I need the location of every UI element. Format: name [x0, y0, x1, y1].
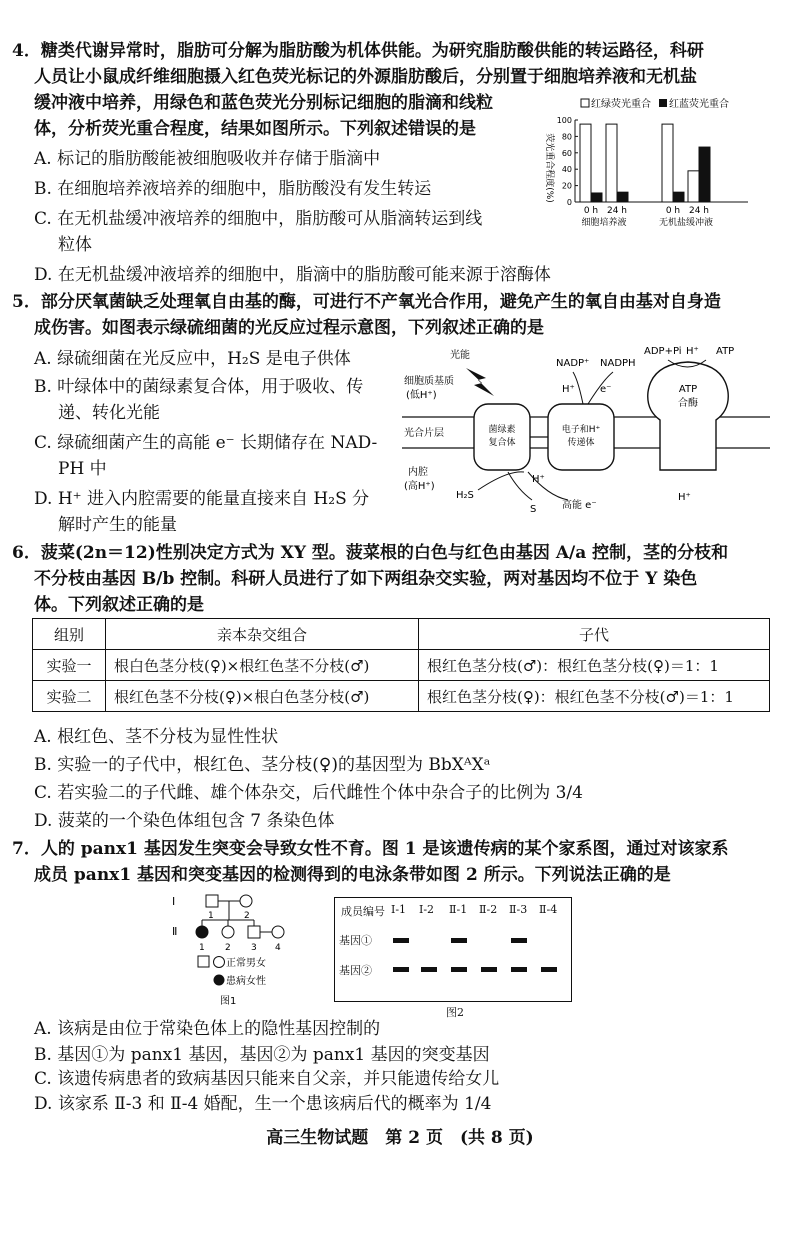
- q5-option-b-cont: 递、转化光能: [58, 403, 160, 423]
- q7-gel-figure: [334, 897, 572, 1002]
- q4-line-2: 人员让小鼠成纤维细胞摄入红色荧光标记的外源脂肪酸后，分别置于细胞培养液和无机盐: [34, 67, 697, 87]
- bar-red-green: [580, 124, 591, 202]
- individual-II-4: [272, 926, 284, 938]
- gel-header: 成员编号: [341, 905, 385, 918]
- label-lumen-high: (高H⁺): [404, 481, 435, 492]
- individual-II-1: [196, 926, 208, 938]
- chart-y-tick-label: 0: [566, 198, 572, 207]
- table-cell: 根红色茎分枝(♀)：根红色茎不分枝(♂)＝1：1: [419, 681, 770, 712]
- chart-y-tick-label: 60: [561, 148, 572, 158]
- q7-line-2: 成员 panx1 基因和突变基因的检测得到的电泳条带如图 2 所示。下列说法正确的是: [34, 865, 671, 885]
- label-nadph: NADPH: [600, 358, 636, 369]
- chart-group-label: 无机盐缓冲液: [658, 218, 714, 228]
- complex1-label-a: 菌绿素: [488, 425, 516, 435]
- table-header-row: [33, 619, 770, 650]
- table-cell: 实验二: [33, 681, 106, 712]
- individual-I-1: [206, 895, 218, 907]
- complex1-label-b: 复合体: [488, 438, 516, 448]
- label-h2s: H₂S: [456, 490, 474, 501]
- q5-option-d: D. H⁺ 进入内腔需要的能量直接来自 H₂S 分: [34, 489, 370, 509]
- q7-option-c: C. 该遗传病患者的致病基因只能来自父亲，并只能遗传给女儿: [34, 1069, 500, 1089]
- chart-y-axis-label: 荧光重合程度(%): [544, 133, 554, 203]
- gene1-band: [511, 938, 527, 943]
- q4-option-c: C. 在无机盐缓冲液培养的细胞中，脂肪酸可从脂滴转运到线: [34, 209, 483, 229]
- complex2-label-b: 传递体: [567, 438, 595, 448]
- chart-x-tick-label: 0 h: [665, 206, 681, 216]
- q7-option-d: D. 该家系 Ⅱ-3 和 Ⅱ-4 婚配，生一个患该病后代的概率为 1/4: [34, 1094, 492, 1114]
- q7-pedigree-figure: [168, 890, 298, 1010]
- label-lumen: 内腔: [408, 467, 428, 478]
- table-cell: 根红色茎分枝(♂)：根红色茎分枝(♀)＝1：1: [419, 650, 770, 681]
- label-high-energy-e: 高能 e⁻: [562, 500, 597, 511]
- label-hplus-synthase: H⁺: [678, 492, 691, 503]
- svg-text:4: 4: [275, 943, 281, 953]
- bar-red-blue: [673, 192, 684, 202]
- chart-x-tick-label: 24 h: [606, 206, 628, 216]
- legend-label-red-blue: 红蓝荧光重合: [669, 99, 729, 110]
- table-cell: 根红色茎不分枝(♀)×根白色茎分枝(♂): [106, 681, 419, 712]
- generation-2-label: Ⅱ: [172, 925, 178, 938]
- q7-option-a: A. 该病是由位于常染色体上的隐性基因控制的: [34, 1019, 381, 1039]
- generation-1-label: Ⅰ: [172, 895, 176, 908]
- q5-option-b: B. 叶绿体中的菌绿素复合体，用于吸收、传: [34, 377, 364, 397]
- label-atp: ATP: [716, 346, 735, 357]
- gel-member-label: Ⅱ-2: [479, 903, 498, 916]
- gene2-label: 基因②: [339, 964, 372, 977]
- gene2-band: [511, 967, 527, 972]
- svg-text:2: 2: [244, 911, 250, 921]
- gel-member-label: Ⅱ-4: [539, 903, 558, 916]
- q7-line-1: 7．人的 panx1 基因发生突变会导致女性不育。图 1 是该遗传病的某个家系图，通过对该家系: [12, 839, 729, 859]
- gel-member-label: Ⅰ-2: [419, 903, 435, 916]
- legend-label-red-green: 红绿荧光重合: [591, 99, 651, 110]
- gene2-band: [541, 967, 557, 972]
- q4-option-b: B. 在细胞培养液培养的细胞中，脂肪酸没有发生转运: [34, 179, 432, 199]
- chart-y-tick-label: 40: [561, 165, 572, 175]
- complex2-label-a: 电子和H⁺: [561, 425, 601, 435]
- label-e-top: e⁻: [600, 384, 612, 395]
- q5-option-c: C. 绿硫细菌产生的高能 e⁻ 长期储存在 NAD-: [34, 433, 378, 453]
- label-nadp: NADP⁺: [556, 358, 590, 369]
- bar-red-green: [606, 124, 617, 202]
- legend-affected: 患病女性: [226, 976, 266, 987]
- svg-text:1: 1: [199, 943, 205, 953]
- gel-member-label: Ⅰ-1: [391, 903, 407, 916]
- gene2-band: [393, 967, 409, 972]
- q7-option-b: B. 基因①为 panx1 基因，基因②为 panx1 基因的突变基因: [34, 1045, 490, 1065]
- table-header: 子代: [419, 619, 770, 650]
- chart-y-tick-label: 20: [561, 181, 572, 191]
- legend-swatch-red-blue: [659, 99, 667, 107]
- individual-II-3: [248, 926, 260, 938]
- q4-line-3: 缓冲液中培养，用绿色和蓝色荧光分别标记细胞的脂滴和线粒: [34, 93, 493, 113]
- chart-y-tick-label: 100: [556, 116, 572, 125]
- gene1-band: [451, 938, 467, 943]
- q6-option-b: B. 实验一的子代中，根红色、茎分枝(♀)的基因型为 BbXᴬXᵃ: [34, 755, 491, 775]
- q6-line-1: 6．菠菜(2n＝12)性别决定方式为 XY 型。菠菜根的白色与红色由基因 A/a 控制，茎的分枝和: [12, 543, 729, 563]
- table-header: 组别: [33, 619, 106, 650]
- q6-option-c: C. 若实验二的子代雌、雄个体杂交，后代雌性个体中杂合子的比例为 3/4: [34, 783, 583, 803]
- legend-normal: 正常男女: [226, 958, 266, 969]
- bar-red-blue: [591, 193, 602, 202]
- individual-II-2: [222, 926, 234, 938]
- chlorosome-complex: [474, 404, 530, 470]
- label-stroma-low: (低H⁺): [406, 390, 437, 401]
- q6-cross-table: [32, 618, 770, 712]
- gene2-band: [451, 967, 467, 972]
- bar-red-blue: [699, 147, 710, 202]
- bar-red-green: [688, 171, 699, 202]
- q6-line-3: 体。下列叙述正确的是: [34, 595, 204, 615]
- individual-I-2: [240, 895, 252, 907]
- label-layer: 光合片层: [404, 428, 444, 439]
- label-adp: ADP+Pi: [644, 346, 682, 357]
- svg-text:3: 3: [251, 943, 257, 953]
- bar-red-blue: [617, 192, 628, 202]
- table-row: [33, 681, 770, 712]
- chart-x-tick-label: 0 h: [583, 206, 599, 216]
- q4-bar-chart: [538, 96, 770, 232]
- q6-option-d: D. 菠菜的一个染色体组包含 7 条染色体: [34, 811, 335, 831]
- chart-x-tick-label: 24 h: [688, 206, 710, 216]
- q4-option-d: D. 在无机盐缓冲液培养的细胞中，脂滴中的脂肪酸可能来源于溶酶体: [34, 265, 551, 285]
- label-stroma: 细胞质基质: [404, 376, 454, 387]
- label-s: S: [530, 504, 537, 515]
- gene2-band: [421, 967, 437, 972]
- chart-group-label: 细胞培养液: [581, 218, 627, 228]
- q4-option-c-cont: 粒体: [58, 235, 92, 255]
- chart-y-tick-label: 80: [561, 132, 572, 142]
- q6-option-a: A. 根红色、茎不分枝为显性性状: [34, 727, 279, 747]
- q5-line-1: 5．部分厌氧菌缺乏处理氧自由基的酶，可进行不产氧光合作用，避免产生的氧自由基对自身造: [12, 292, 721, 312]
- q5-photosynthesis-diagram: [398, 340, 770, 520]
- synthase-label-a: ATP: [678, 384, 698, 395]
- bar-red-green: [662, 124, 673, 202]
- gene2-band: [481, 967, 497, 972]
- q6-line-2: 不分枝由基因 B/b 控制。科研人员进行了如下两组杂交实验，两对基因均不位于 Y 染色: [34, 569, 698, 589]
- lightning-icon: [466, 368, 494, 396]
- table-header: 亲本杂交组合: [106, 619, 419, 650]
- fig1-caption: 图1: [220, 996, 237, 1007]
- gene1-band: [393, 938, 409, 943]
- label-hplus-left: H⁺: [562, 384, 575, 395]
- label-hplus-bottom: H⁺: [532, 474, 545, 485]
- table-cell: 实验一: [33, 650, 106, 681]
- q5-option-d-cont: 解时产生的能量: [58, 515, 177, 535]
- q4-line-1: 4．糖类代谢异常时，脂肪可分解为脂肪酸为机体供能。为研究脂肪酸供能的转运路径，科研: [12, 41, 704, 61]
- atp-synthase: [648, 362, 729, 470]
- svg-text:2: 2: [225, 943, 231, 953]
- label-light: 光能: [450, 350, 470, 361]
- table-row: [33, 650, 770, 681]
- electron-transport-complex: [548, 404, 614, 470]
- fig2-caption: 图2: [446, 1006, 464, 1019]
- label-hplus-top: H⁺: [686, 346, 699, 357]
- q4-line-4: 体，分析荧光重合程度，结果如图所示。下列叙述错误的是: [34, 119, 476, 139]
- q5-line-2: 成伤害。如图表示绿硫细菌的光反应过程示意图，下列叙述正确的是: [34, 318, 544, 338]
- gene1-label: 基因①: [339, 934, 372, 947]
- q5-option-c-cont: PH 中: [58, 459, 107, 479]
- svg-text:1: 1: [208, 911, 214, 921]
- page-footer: 高三生物试题 第 2 页 (共 8 页): [266, 1128, 534, 1148]
- legend-swatch-red-green: [581, 99, 589, 107]
- gel-member-label: Ⅱ-3: [509, 903, 528, 916]
- synthase-label-b: 合酶: [678, 398, 698, 409]
- q5-option-a: A. 绿硫细菌在光反应中，H₂S 是电子供体: [34, 349, 351, 369]
- gel-member-label: Ⅱ-1: [449, 903, 468, 916]
- table-cell: 根白色茎分枝(♀)×根红色茎不分枝(♂): [106, 650, 419, 681]
- q4-option-a: A. 标记的脂肪酸能被细胞吸收并存储于脂滴中: [34, 149, 381, 169]
